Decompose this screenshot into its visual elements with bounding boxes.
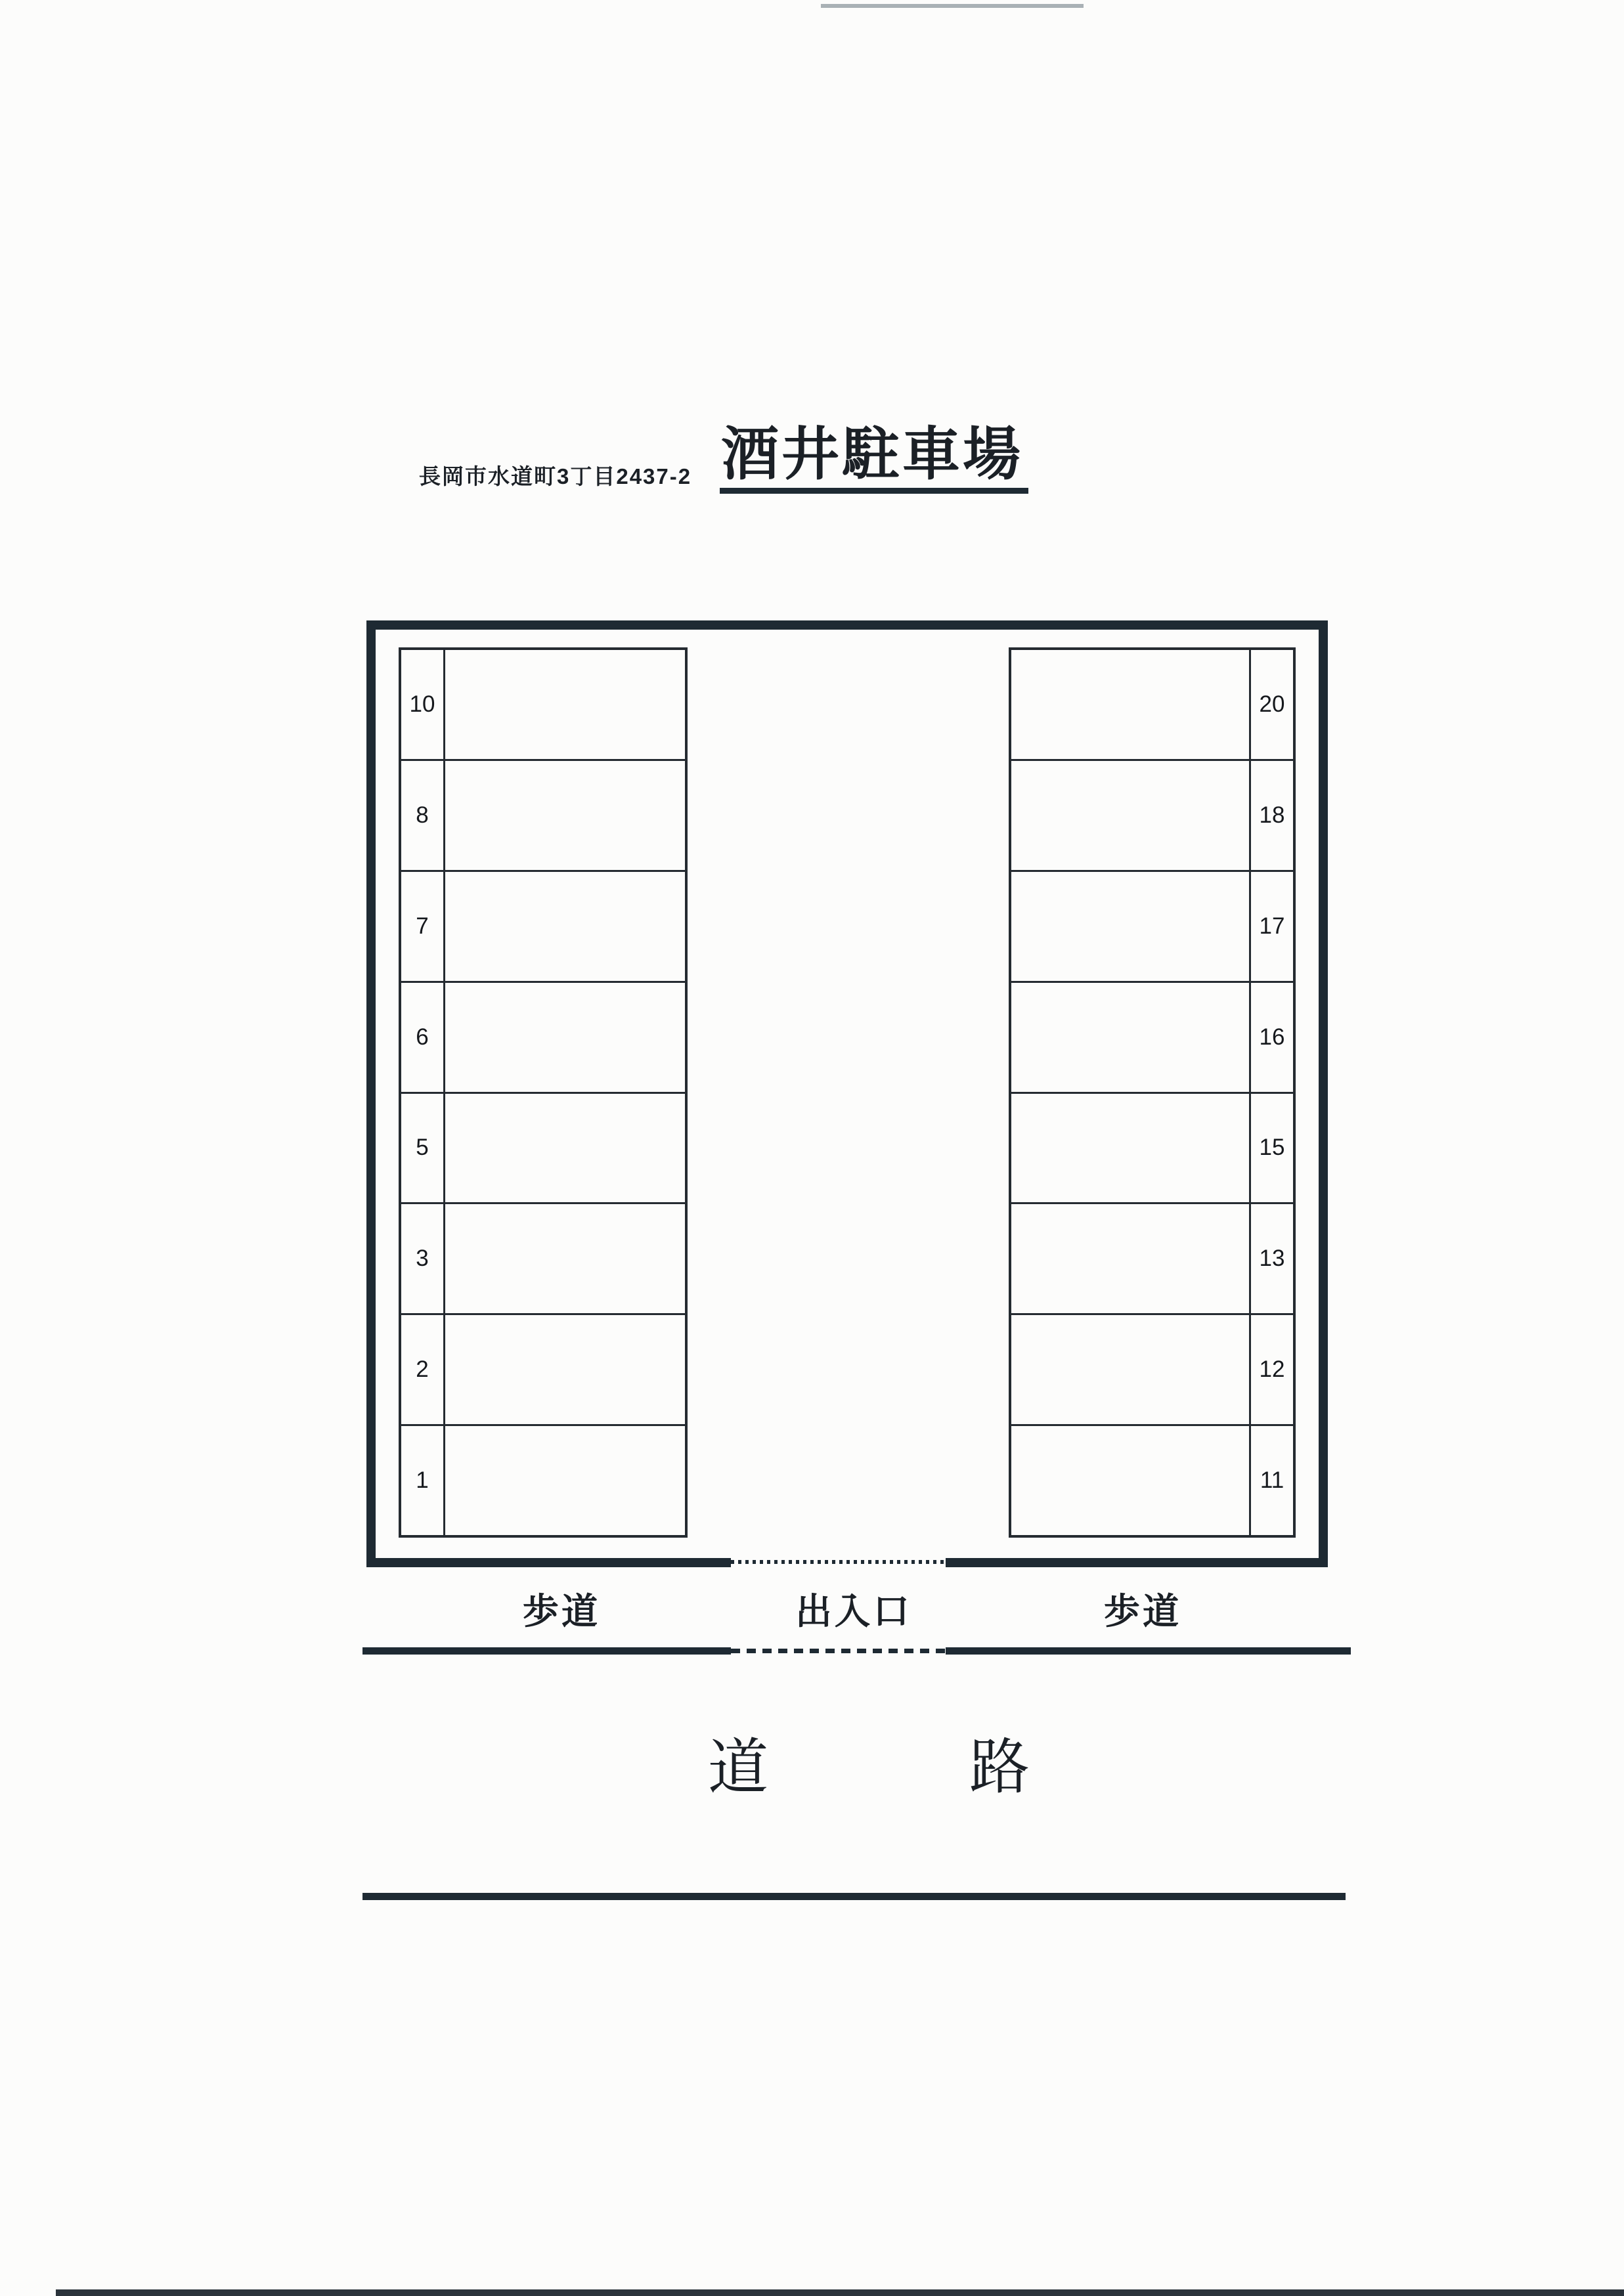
road-label (708, 1733, 1030, 1803)
space-number-label: 11 (1249, 1426, 1293, 1535)
space-number-label: 8 (401, 761, 445, 870)
parking-space-row (401, 1424, 685, 1535)
parking-space-row (401, 1313, 685, 1424)
parking-space-row (1011, 1313, 1293, 1424)
parking-space-cell (445, 1204, 685, 1313)
parking-space-row (401, 1202, 685, 1313)
entrance-label: 出入口 (795, 1591, 912, 1632)
parking-space-cell (1011, 983, 1249, 1092)
space-number-label: 1 (401, 1426, 445, 1535)
sidewalk-label-right: 歩道 (1103, 1591, 1182, 1632)
page-title: 酒井駐車場 (720, 423, 1028, 494)
parking-space-cell (1011, 1426, 1249, 1535)
space-number-label: 12 (1249, 1315, 1293, 1424)
road-char-2: 路 (969, 1734, 1030, 1801)
road-char-1: 道 (708, 1734, 769, 1801)
parking-space-row (401, 1092, 685, 1203)
space-number-label: 16 (1249, 983, 1293, 1092)
scanner-artifact-top (821, 4, 1084, 8)
space-number-label: 18 (1249, 761, 1293, 870)
space-number-label: 13 (1249, 1204, 1293, 1313)
parking-table-left (399, 647, 688, 1538)
parking-space-row (1011, 1424, 1293, 1535)
parking-space-cell (1011, 1094, 1249, 1203)
space-number-label: 15 (1249, 1094, 1293, 1203)
parking-space-row (401, 650, 685, 759)
parking-space-cell (445, 1315, 685, 1424)
parking-space-cell (1011, 1315, 1249, 1424)
road-bottom-line (362, 1893, 1346, 1900)
parking-space-cell (445, 872, 685, 981)
parking-space-row (401, 870, 685, 981)
parking-space-row (1011, 981, 1293, 1092)
entrance-dotted-line (731, 1560, 946, 1564)
parking-space-row (401, 759, 685, 870)
sidewalk-label-left: 歩道 (522, 1591, 601, 1632)
lot-address: 長岡市水道町3丁目2437-2 (419, 464, 692, 488)
space-number-label: 10 (401, 650, 445, 759)
parking-table-right (1009, 647, 1296, 1538)
space-number-label: 3 (401, 1204, 445, 1313)
parking-space-row (401, 981, 685, 1092)
parking-space-cell (445, 1094, 685, 1203)
parking-space-cell (445, 761, 685, 870)
parking-space-cell (1011, 761, 1249, 870)
parking-space-row (1011, 1092, 1293, 1203)
parking-space-row (1011, 1202, 1293, 1313)
parking-space-cell (445, 650, 685, 759)
space-number-label: 20 (1249, 650, 1293, 759)
parking-space-row (1011, 650, 1293, 759)
space-number-label: 2 (401, 1315, 445, 1424)
parking-space-cell (1011, 872, 1249, 981)
space-number-label: 6 (401, 983, 445, 1092)
parking-space-row (1011, 870, 1293, 981)
sidewalk-line-dashed-segment (731, 1649, 946, 1653)
parking-space-cell (1011, 1204, 1249, 1313)
parking-space-cell (445, 983, 685, 1092)
parking-space-cell (1011, 650, 1249, 759)
sidewalk-line-right-segment (946, 1647, 1351, 1655)
parking-space-row (1011, 759, 1293, 870)
parking-space-cell (445, 1426, 685, 1535)
space-number-label: 5 (401, 1094, 445, 1203)
space-number-label: 17 (1249, 872, 1293, 981)
sidewalk-line-left-segment (362, 1647, 731, 1655)
space-number-label: 7 (401, 872, 445, 981)
scanner-artifact-bottom (56, 2289, 1624, 2296)
